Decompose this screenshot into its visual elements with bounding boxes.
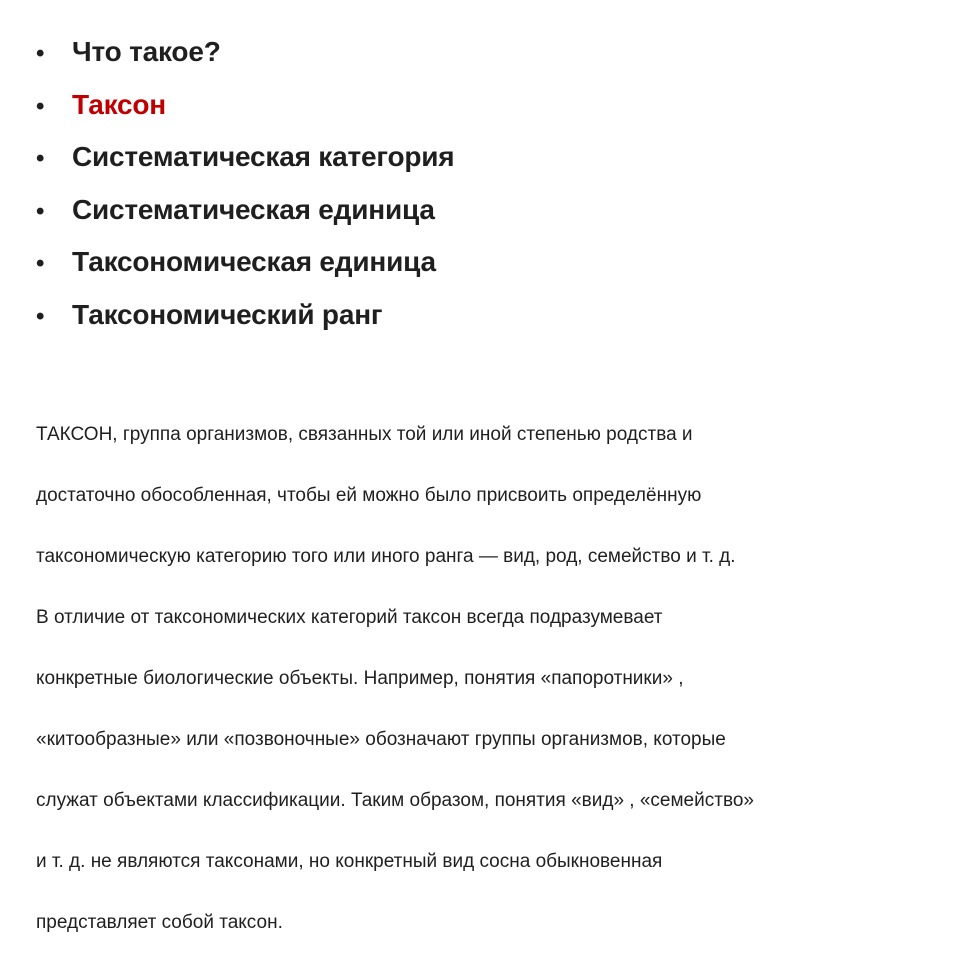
bullet-dot-icon: • [36,92,45,120]
bullet-dot-icon: • [36,302,45,330]
bullet-item-systematic-unit [36,194,454,247]
bullet-dot-icon: • [36,40,45,67]
definition-line: В отличие от таксономических категорий таксон всегда подразумевает [36,606,663,628]
definition-line: «китообразные» или «позвоночные» обозначают группы организмов, которые [36,728,726,750]
bullet-text: Систематическая единица [72,193,435,225]
bullet-text: Таксон [72,88,167,120]
bullet-item-what-is [36,36,454,89]
bullet-dot-icon: • [36,197,45,225]
bullet-text: Что такое? [72,36,221,67]
definition-line: достаточно обособленная, чтобы ей можно было присвоить определённую [36,484,702,506]
definition-line: служат объектами классификации. Таким образом, понятия «вид» , «семейство» [36,789,754,811]
bullet-text: Таксономическая единица [72,246,436,277]
definition-line: конкретные биологические объекты. Например, понятия «папоротники» , [36,667,684,689]
bullet-text: Систематическая категория [72,141,455,172]
bullet-item-systematic-category [36,141,454,194]
definition-line: представляет собой таксон. [36,911,283,933]
bullet-item-taxon [36,89,454,142]
bullet-text: Таксономический ранг [72,298,383,330]
definition-line: и т. д. не являются таксонами, но конкретный вид сосна обыкновенная [36,850,663,872]
bullet-item-taxonomic-unit [36,246,454,299]
bullet-dot-icon: • [36,145,45,172]
definition-paragraph [36,389,946,969]
bullet-list [36,36,454,351]
definition-line: таксономическую категорию того или иного ранга — вид, род, семейство и т. д. [36,545,736,567]
bullet-item-taxonomic-rank [36,299,454,352]
bullet-dot-icon: • [36,250,45,277]
definition-line: ТАКСОН, группа организмов, связанных той или иной степенью родства и [36,423,693,445]
